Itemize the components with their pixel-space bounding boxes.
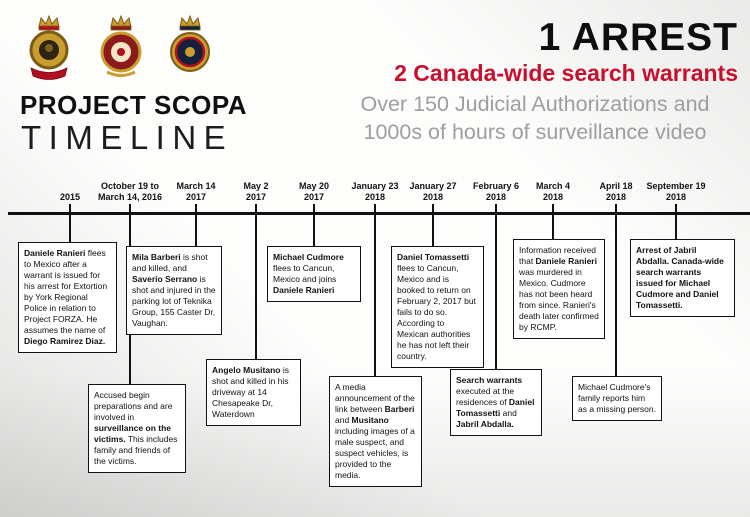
event-text-segment: Search warrants [456, 375, 523, 385]
timeline-event-box [630, 239, 735, 317]
event-text-segment: Daniele Ranieri [24, 248, 86, 258]
event-text-segment: Barberi [384, 404, 415, 415]
timeline-date-label: September 19 2018 [646, 180, 706, 203]
event-text-segment: Michael Cudmore's family reports him as a missing person. [578, 382, 656, 415]
timeline-connector [432, 212, 434, 246]
event-text-segment: Musitano [351, 415, 389, 426]
timeline-date-label: January 27 2018 [409, 180, 457, 203]
timeline-event-box [206, 359, 301, 426]
event-text-segment: surveillance on the victims. [94, 423, 171, 445]
timeline-connector [552, 212, 554, 239]
headline-search-warrants: 2 Canada-wide search warrants [394, 60, 738, 86]
event-text-segment: executed at the residences of [456, 386, 515, 408]
timeline-event-box [267, 246, 361, 302]
event-text-segment: Daniele Ranieri [535, 256, 597, 267]
timeline-date-label: October 19 to March 14, 2016 [97, 180, 163, 203]
event-text-segment: Mila Barberi [132, 252, 181, 262]
timeline-connector [313, 212, 315, 246]
timeline-event-box [572, 376, 662, 421]
timeline-connector [374, 212, 376, 376]
timeline-axis [8, 212, 750, 215]
timeline-date-label: March 14 2017 [176, 180, 216, 203]
rcmp-crest-icon [22, 12, 76, 89]
event-text-segment: Diego Ramirez Diaz. [24, 336, 106, 347]
event-text-segment: is shot and injured in the parking lot of Teknika Group, 155 Caster Dr, Vaughan. [132, 274, 216, 329]
subtitle-line-1: Over 150 Judicial Authorizations and [360, 92, 710, 116]
timeline-connector [615, 212, 617, 376]
timeline-connector [495, 212, 497, 369]
event-text-segment: Daniel Tomassetti [456, 397, 535, 419]
timeline-event-box [18, 242, 117, 353]
event-text-segment: Arrest of Jabril Abdalla. Canada-wide search warrants issued for Michael Cudmore and Daniel Tomassetti. [636, 245, 724, 311]
timeline-date-label: January 23 2018 [351, 180, 399, 203]
york-regional-police-crest-icon [163, 12, 217, 89]
timeline-connector [69, 212, 71, 242]
timeline-date-label: April 18 2018 [599, 180, 633, 203]
timeline-connector [675, 212, 677, 239]
timeline-date-label: May 2 2017 [243, 180, 269, 203]
event-text-segment: Daniel Tomassetti [397, 252, 470, 262]
timeline-event-box [126, 246, 222, 335]
event-text-segment: Angelo Musitano [212, 365, 281, 375]
logo-title: PROJECT SCOPA [20, 90, 248, 120]
timeline-event-box [391, 246, 484, 368]
timeline-event-box [450, 369, 542, 436]
event-text-segment: is shot and killed in his driveway at 14 Chesapeake Dr, Waterdown [212, 365, 289, 420]
event-text-segment: is shot and killed, and [132, 252, 208, 274]
subtitle-line-2: 1000s of hours of surveillance video [363, 120, 707, 145]
timeline-date-label: 2015 [59, 192, 81, 203]
event-text-segment: A media announcement of the link between [335, 382, 415, 415]
event-text-segment: including images of a male suspect, and suspect vehicles, is provided to the media. [335, 426, 415, 481]
event-text-segment: flees to Cancun, Mexico and joins [273, 263, 337, 285]
headline-arrest-count: 1 ARREST [538, 16, 738, 59]
timeline-event-box [88, 384, 186, 473]
subtitle [320, 90, 750, 147]
timeline-date-label: March 4 2018 [535, 180, 571, 203]
timeline-event-box [329, 376, 422, 487]
timeline-date-label: February 6 2018 [472, 180, 520, 203]
event-text-segment: Information received that [519, 245, 597, 267]
hamilton-police-crest-icon [94, 12, 148, 89]
event-text-segment: flees to Mexico after a warrant is issued for his arrest for Extortion by York Regional Police in relation to Project FORZA. He assumes the name of [24, 248, 108, 336]
event-text-segment: flees to Cancun, Mexico and is booked to return on February 2, 2017 but fails to do so. According to Mexican authorities he has not left their country. [397, 263, 476, 362]
event-text-segment: Saverio Serrano [132, 274, 198, 285]
timeline-connector [255, 212, 257, 359]
timeline-date-label: May 20 2017 [298, 180, 330, 203]
event-text-segment: Michael Cudmore [273, 252, 344, 262]
event-text-segment: Jabril Abdalla. [456, 419, 514, 430]
logo-subtitle: TIMELINE [21, 119, 234, 156]
event-text-segment: Accused begin preparations and are involved in [94, 390, 173, 423]
event-text-segment: and [500, 408, 517, 419]
event-text-segment: and [335, 415, 352, 426]
event-text-segment: This includes family and friends of the victims. [94, 434, 178, 467]
timeline-connector [195, 212, 197, 246]
event-text-segment: Daniele Ranieri [273, 285, 335, 296]
event-text-segment: was murdered in Mexico. Cudmore has not been heard from since. Ranieri's death later confirmed by RCMP. [519, 267, 599, 333]
timeline-event-box [513, 239, 605, 339]
